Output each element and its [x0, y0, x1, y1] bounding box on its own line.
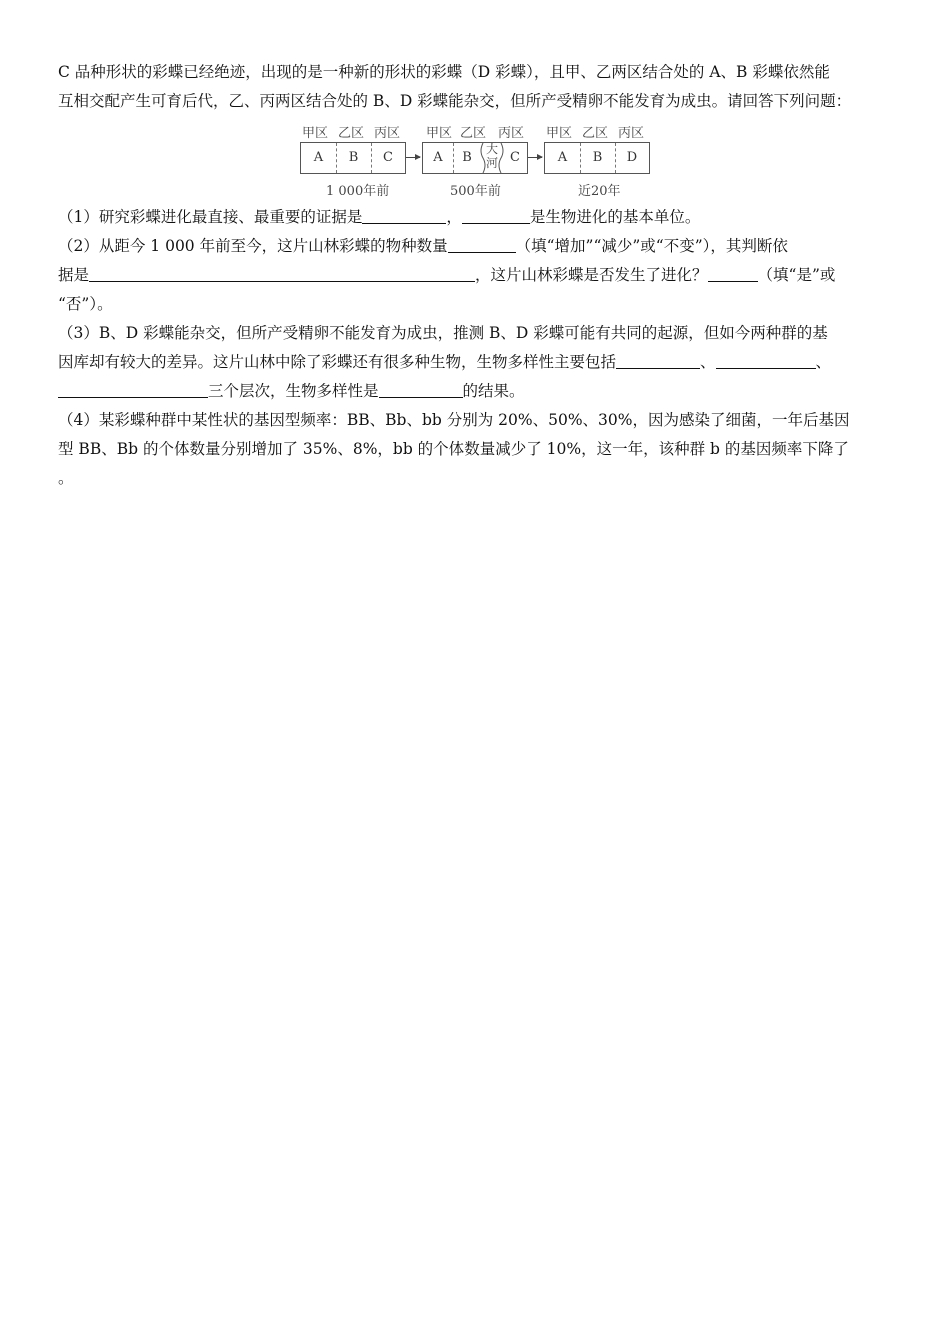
q2-blank-1[interactable] [448, 234, 516, 253]
q2-line2-suffix: （填“是”或 [757, 266, 836, 284]
q3-blank-3[interactable] [58, 379, 208, 398]
q3-line3-suffix: 的结果。 [462, 382, 525, 400]
q1-suffix: 是生物进化的基本单位。 [529, 208, 701, 226]
panel2-cell-b: B [462, 150, 472, 165]
q3-blank-4[interactable] [379, 379, 463, 398]
q2-line-2 [58, 261, 903, 290]
q2-line-3: “否”）。 [58, 295, 113, 313]
q3-line3-mid: 三个层次，生物多样性是 [208, 382, 379, 400]
panel2-region-bing: 丙区 [498, 126, 525, 141]
river-label-da: 大 [486, 142, 499, 156]
q2-suffix: （填“增加”“减少”或“不变”），其判断依 [515, 237, 788, 255]
panel2-region-jia: 甲区 [426, 126, 453, 141]
panel2-cell-c: C [510, 150, 520, 165]
panel3-cell-a: A [557, 150, 568, 165]
intro-block [58, 58, 903, 116]
q1-blank-2[interactable] [462, 205, 530, 224]
panel3-caption: 近20年 [578, 184, 621, 199]
q3-blank-1[interactable] [616, 350, 700, 369]
q2-line-1 [58, 232, 903, 261]
q3-line-1: （3）B、D 彩蝶能杂交，但所产受精卵不能发育为成虫，推测 B、D 彩蝶可能有共同的起源，但如今两种群的基 [58, 324, 828, 342]
panel2-caption: 500年前 [450, 184, 501, 199]
arrow-icon [406, 157, 420, 158]
q3-line2-prefix: 因库却有较大的差异。这片山林中除了彩蝶还有很多种生物，生物多样性主要包括 [58, 353, 617, 371]
q1-blank-1[interactable] [362, 205, 446, 224]
q2-line2-mid: ，这片山林彩蝶是否发生了进化？ [475, 266, 708, 284]
q4-line-2: 型 BB、Bb 的个体数量分别增加了 35%、8%，bb 的个体数量减少了 10%，这一年，该种群 b 的基因频率下降了 [58, 440, 849, 458]
river-label-he: 河 [486, 156, 499, 170]
q3-line-2 [58, 348, 903, 377]
q1-sep: ， [446, 208, 462, 226]
butterfly-distribution-figure [298, 120, 652, 200]
panel3-cell-b: B [592, 150, 603, 165]
q3-line-3 [58, 377, 903, 406]
q1-prefix: （1）研究彩蝶进化最直接、最重要的证据是 [58, 208, 363, 226]
panel1-region-jia: 甲区 [302, 126, 329, 141]
q2-blank-3[interactable] [708, 263, 758, 282]
panel3-box [544, 142, 650, 174]
panel3-cell-d: D [626, 150, 638, 165]
intro-line-1: C 品种形状的彩蝶已经绝迹，出现的是一种新的形状的彩蝶（D 彩蝶），且甲、乙两区结合处的 A、B 彩蝶依然能 [58, 63, 830, 81]
panel1-cell-a: A [313, 150, 324, 165]
q3-blank-2[interactable] [716, 350, 816, 369]
questions-block [58, 203, 903, 493]
q1-line [58, 203, 903, 232]
q4-line-3: 。 [58, 469, 74, 487]
panel3-region-yi: 乙区 [582, 126, 609, 141]
panel2-region-yi: 乙区 [460, 126, 487, 141]
panel3-region-bing: 丙区 [618, 126, 645, 141]
panel1-region-yi: 乙区 [338, 126, 365, 141]
panel1-box [300, 142, 406, 174]
q2-line2-prefix: 据是 [58, 266, 90, 284]
q4-line-1: （4）某彩蝶种群中某性状的基因型频率：BB、Bb、bb 分别为 20%、50%、30%，因为感染了细菌，一年后基因 [58, 411, 850, 429]
q3-sep: 、 [815, 353, 832, 371]
arrow-icon [528, 157, 542, 158]
panel1-cell-b: B [348, 150, 359, 165]
q3-sep: 、 [700, 353, 716, 371]
intro-line-2: 互相交配产生可育后代，乙、丙两区结合处的 B、D 彩蝶能杂交，但所产受精卵不能发育为成虫。请回答下列问题： [58, 92, 852, 110]
panel3-region-jia: 甲区 [546, 126, 573, 141]
panel1-region-bing: 丙区 [374, 126, 401, 141]
panel2-box [422, 142, 528, 174]
panel2-cell-a: A [433, 150, 443, 165]
q2-prefix: （2）从距今 1 000 年前至今，这片山林彩蝶的物种数量 [58, 237, 448, 255]
panel1-cell-c: C [383, 150, 393, 165]
q2-blank-2[interactable] [89, 263, 475, 282]
panel1-caption: 1 000年前 [326, 184, 390, 199]
